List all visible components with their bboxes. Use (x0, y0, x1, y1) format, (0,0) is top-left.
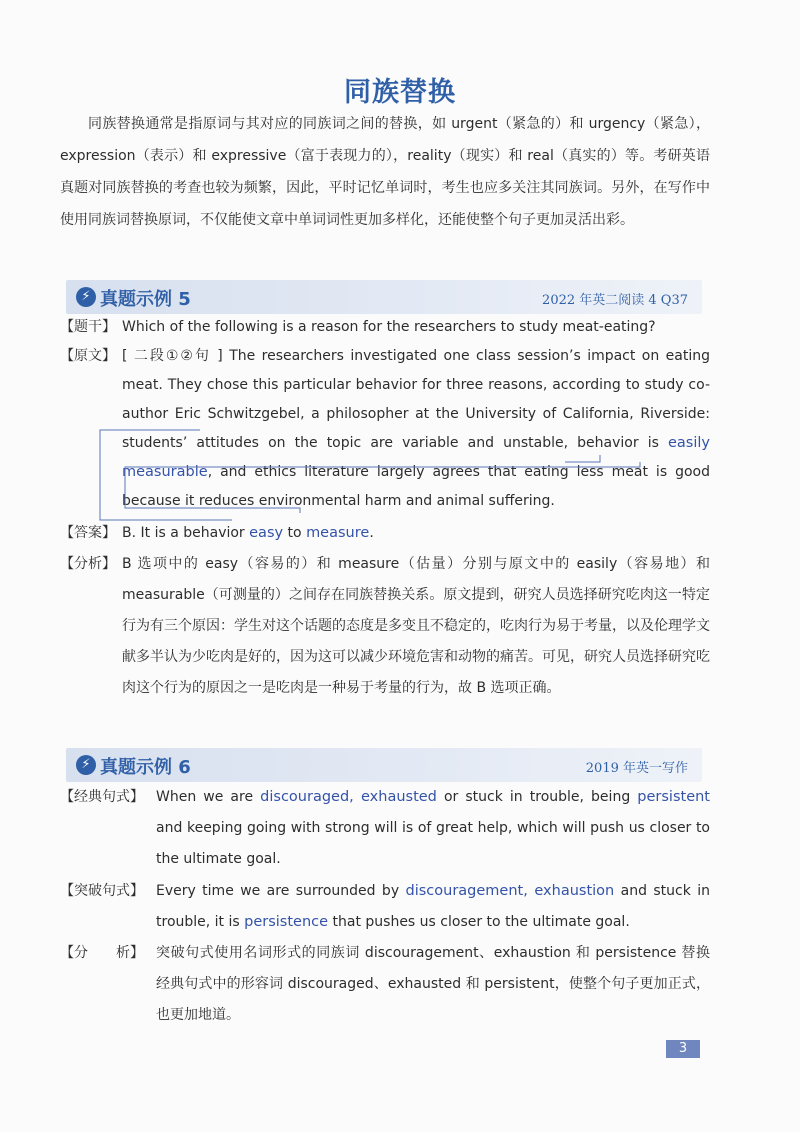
analysis-label: 【分析】 (60, 556, 116, 572)
highlight-persistence: persistence (244, 914, 329, 930)
page-title: 同族替换 (344, 77, 456, 108)
lightning-icon: ⚡ (76, 287, 96, 307)
original-label: 【原文】 (60, 348, 116, 364)
example-5-heading: 真题示例 5 (100, 289, 191, 310)
page-number: 3 (666, 1040, 700, 1058)
breakthrough-label: 【突破句式】 (60, 883, 144, 899)
example-6-banner (66, 748, 702, 782)
original-text: [ 二段①②句 ] The researchers investigated one class session’s impact on eating meat. They chose this particular behavior for three reasons, according to study co-author Eric Schwitzgebel, a philosopher at the University of California, Riverside: students’ attitudes on the topic are variable and unstable, behavior is easily measurable, and ethics literature largely agrees that eating less meat is good because it reduces environmental harm and animal suffering. (122, 348, 710, 509)
highlight-discouragement-exhaustion: discouragement, exhaustion (405, 883, 615, 899)
answer-text: B. It is a behavior easy to measure. (122, 525, 374, 541)
stem-label: 【题干】 (60, 319, 116, 335)
analysis6-label: 【分 析】 (60, 945, 144, 961)
analysis6-text: 突破句式使用名词形式的同族词 discouragement、exhaustion 和 persistence 替换经典句式中的形容词 discouraged、exhausted 和 persistent，使整个句子更加正式，也更加地道。 (156, 945, 710, 1023)
highlight-persistent: persistent (637, 789, 710, 805)
analysis-row (60, 549, 710, 704)
highlight-discouraged-exhausted: discouraged, exhausted (260, 789, 437, 805)
example-5-source: 2022 年英二阅读 4 Q37 (542, 293, 688, 308)
example-6-heading: 真题示例 6 (100, 757, 191, 778)
stem-text: Which of the following is a reason for the researchers to study meat-eating? (122, 319, 656, 335)
breakthrough-text: Every time we are surrounded by discouragement, exhaustion and stuck in trouble, it is persistence that pushes us closer to the ultimate goal. (156, 883, 710, 930)
lightning-icon: ⚡ (76, 755, 96, 775)
answer-label: 【答案】 (60, 525, 116, 541)
classic-label: 【经典句式】 (60, 789, 144, 805)
highlight-easy: easy (249, 525, 284, 541)
highlight-measure: measure (306, 525, 370, 541)
breakthrough-row (60, 876, 710, 938)
analysis-text: B 选项中的 easy（容易的）和 measure（估量）分别与原文中的 easily（容易地）和 measurable（可测量的）之间存在同族替换关系。原文提到，研究人员选择研究吃肉这一特定行为有三个原因：学生对这个话题的态度是多变且不稳定的，吃肉行为易于考量，以及伦理学文献多半认为少吃肉是好的，因为这可以减少环境危害和动物的痛苦。可见，研究人员选择研究吃肉这个行为的原因之一是吃肉是一种易于考量的行为，故 B 选项正确。 (122, 556, 710, 696)
intro-paragraph: 同族替换通常是指原词与其对应的同族词之间的替换，如 urgent（紧急的）和 urgency（紧急），expression（表示）和 expressive（富于表现力的），reality（现实）和 real（真实的）等。考研英语真题对同族替换的考查也较为频繁，因此，平时记忆单词时，考生也应多关注其同族词。另外，在写作中使用同族词替换原词，不仅能使文章中单词词性更加多样化，还能使整个句子更加灵活出彩。 (60, 116, 710, 228)
example-6-source: 2019 年英一写作 (585, 761, 688, 776)
highlight-easily-measurable: easily measurable (122, 435, 710, 480)
analysis6-row (60, 938, 710, 1031)
classic-text: When we are discouraged, exhausted or stuck in trouble, being persistent and keeping going with strong will is of great help, which will push us closer to the ultimate goal. (156, 789, 710, 867)
classic-row (60, 782, 710, 875)
